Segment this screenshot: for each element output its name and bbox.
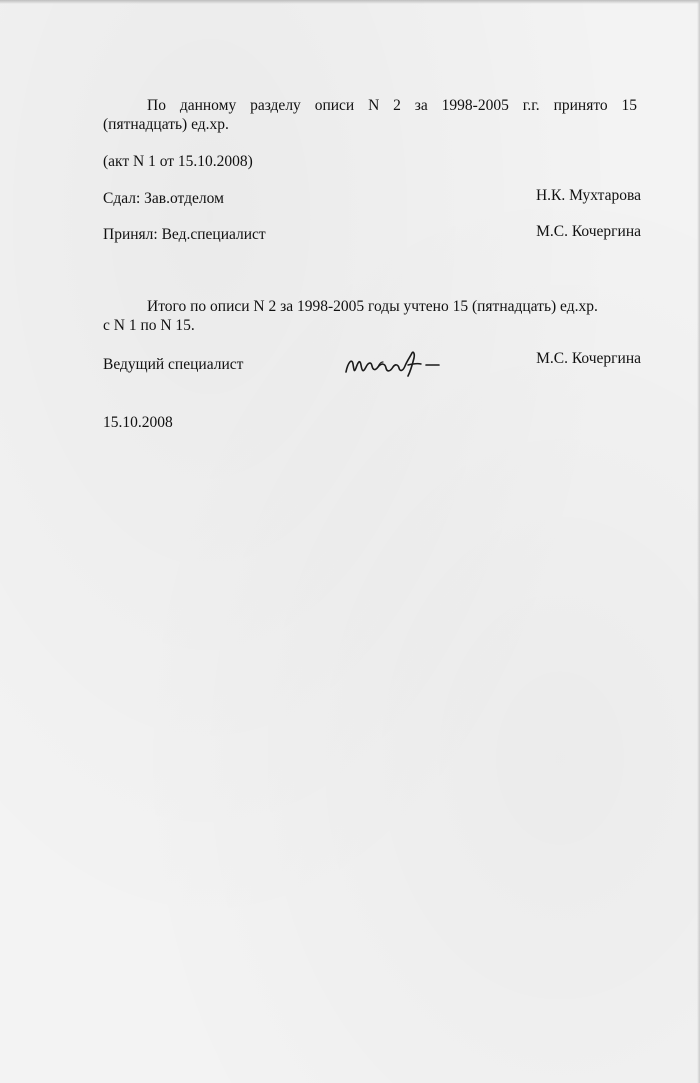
word: описи	[314, 97, 355, 114]
lead-specialist-name: М.С. Кочергина	[536, 350, 641, 367]
word: 2	[393, 97, 401, 114]
accepted-label: Принял: Вед.специалист	[103, 226, 266, 243]
word: 15	[621, 97, 638, 114]
handed-over-label: Сдал: Зав.отделом	[103, 190, 224, 207]
section-text-line-1	[103, 96, 637, 115]
handwritten-signature-icon	[338, 346, 456, 384]
handed-over-name: Н.К. Мухтарова	[535, 187, 641, 204]
document-date: 15.10.2008	[103, 414, 173, 431]
page-top-shadow	[0, 0, 700, 4]
word: за	[414, 97, 428, 114]
total-line-1: Итого по описи N 2 за 1998-2005 годы учтено 15 (пятнадцать) ед.хр.	[147, 298, 598, 315]
word: N	[368, 97, 380, 114]
section-text-line-2: (пятнадцать) ед.хр.	[103, 116, 229, 133]
word: разделу	[250, 97, 301, 114]
word: г.г.	[522, 97, 540, 114]
word: 1998-2005	[441, 97, 509, 114]
accepted-name: М.С. Кочергина	[536, 223, 641, 240]
lead-specialist-label: Ведущий специалист	[103, 356, 244, 373]
act-reference: (акт N 1 от 15.10.2008)	[103, 153, 253, 170]
word: По	[147, 97, 166, 114]
total-line-2: с N 1 по N 15.	[103, 317, 195, 334]
word: принято	[553, 97, 608, 114]
word: данному	[179, 97, 237, 114]
